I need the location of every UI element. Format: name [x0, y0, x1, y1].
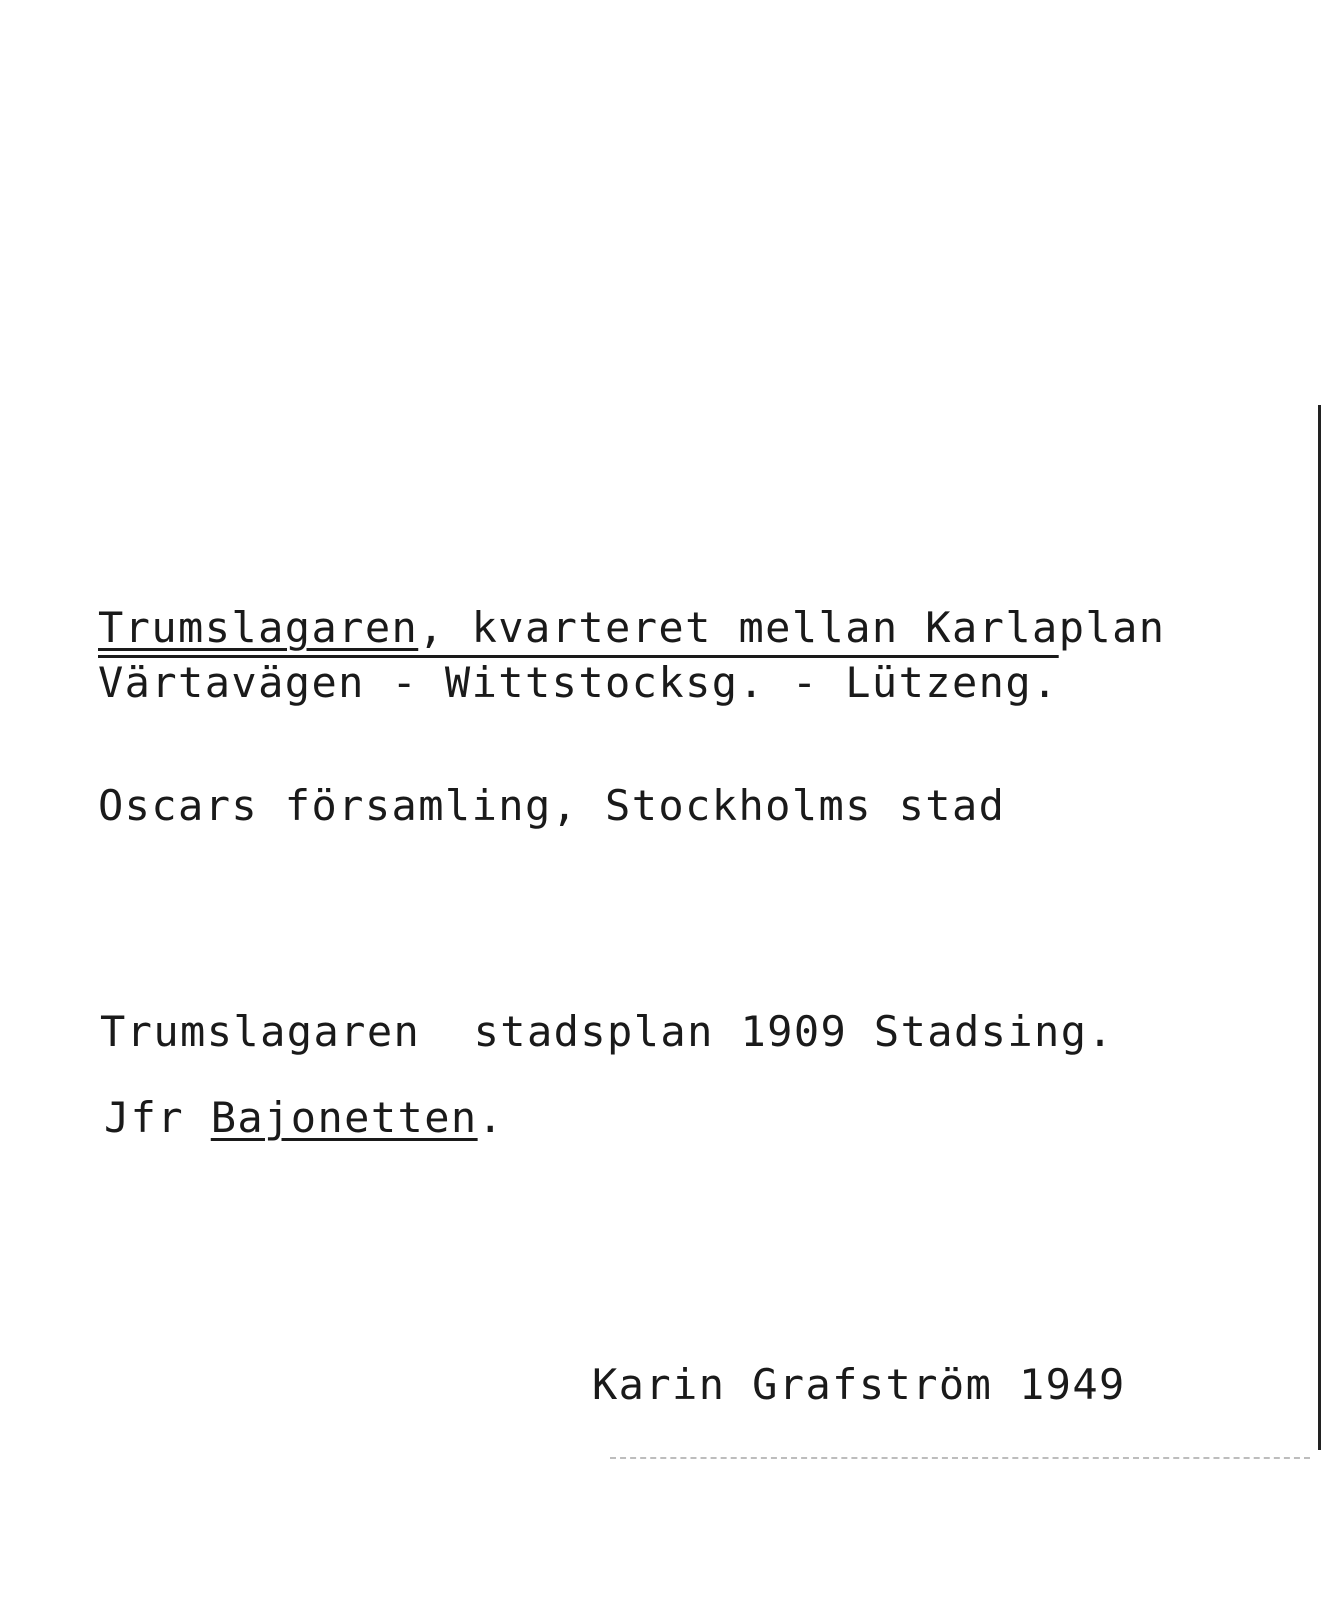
plan-description: stadsplan 1909 Stadsing.: [420, 1007, 1115, 1056]
reference-suffix: .: [477, 1093, 505, 1142]
heading-description: , kvarteret mellan Karlaplan: [418, 603, 1166, 652]
heading-line: [98, 603, 1166, 652]
card-edge-bottom: [610, 1457, 1310, 1459]
plan-block-name: Trumslagaren: [100, 1007, 421, 1056]
card-edge-right: [1318, 405, 1321, 1450]
plan-line: [100, 1007, 1115, 1056]
signature-line: Karin Grafström 1949: [592, 1360, 1126, 1409]
reference-line: [104, 1093, 505, 1142]
block-name: Trumslagaren: [98, 603, 419, 652]
reference-name: Bajonetten: [210, 1093, 478, 1142]
parish-line: Oscars församling, Stockholms stad: [98, 781, 1006, 830]
street-line: Värtavägen - Wittstocksg. - Lützeng.: [98, 658, 1059, 707]
reference-prefix: Jfr: [104, 1093, 211, 1142]
